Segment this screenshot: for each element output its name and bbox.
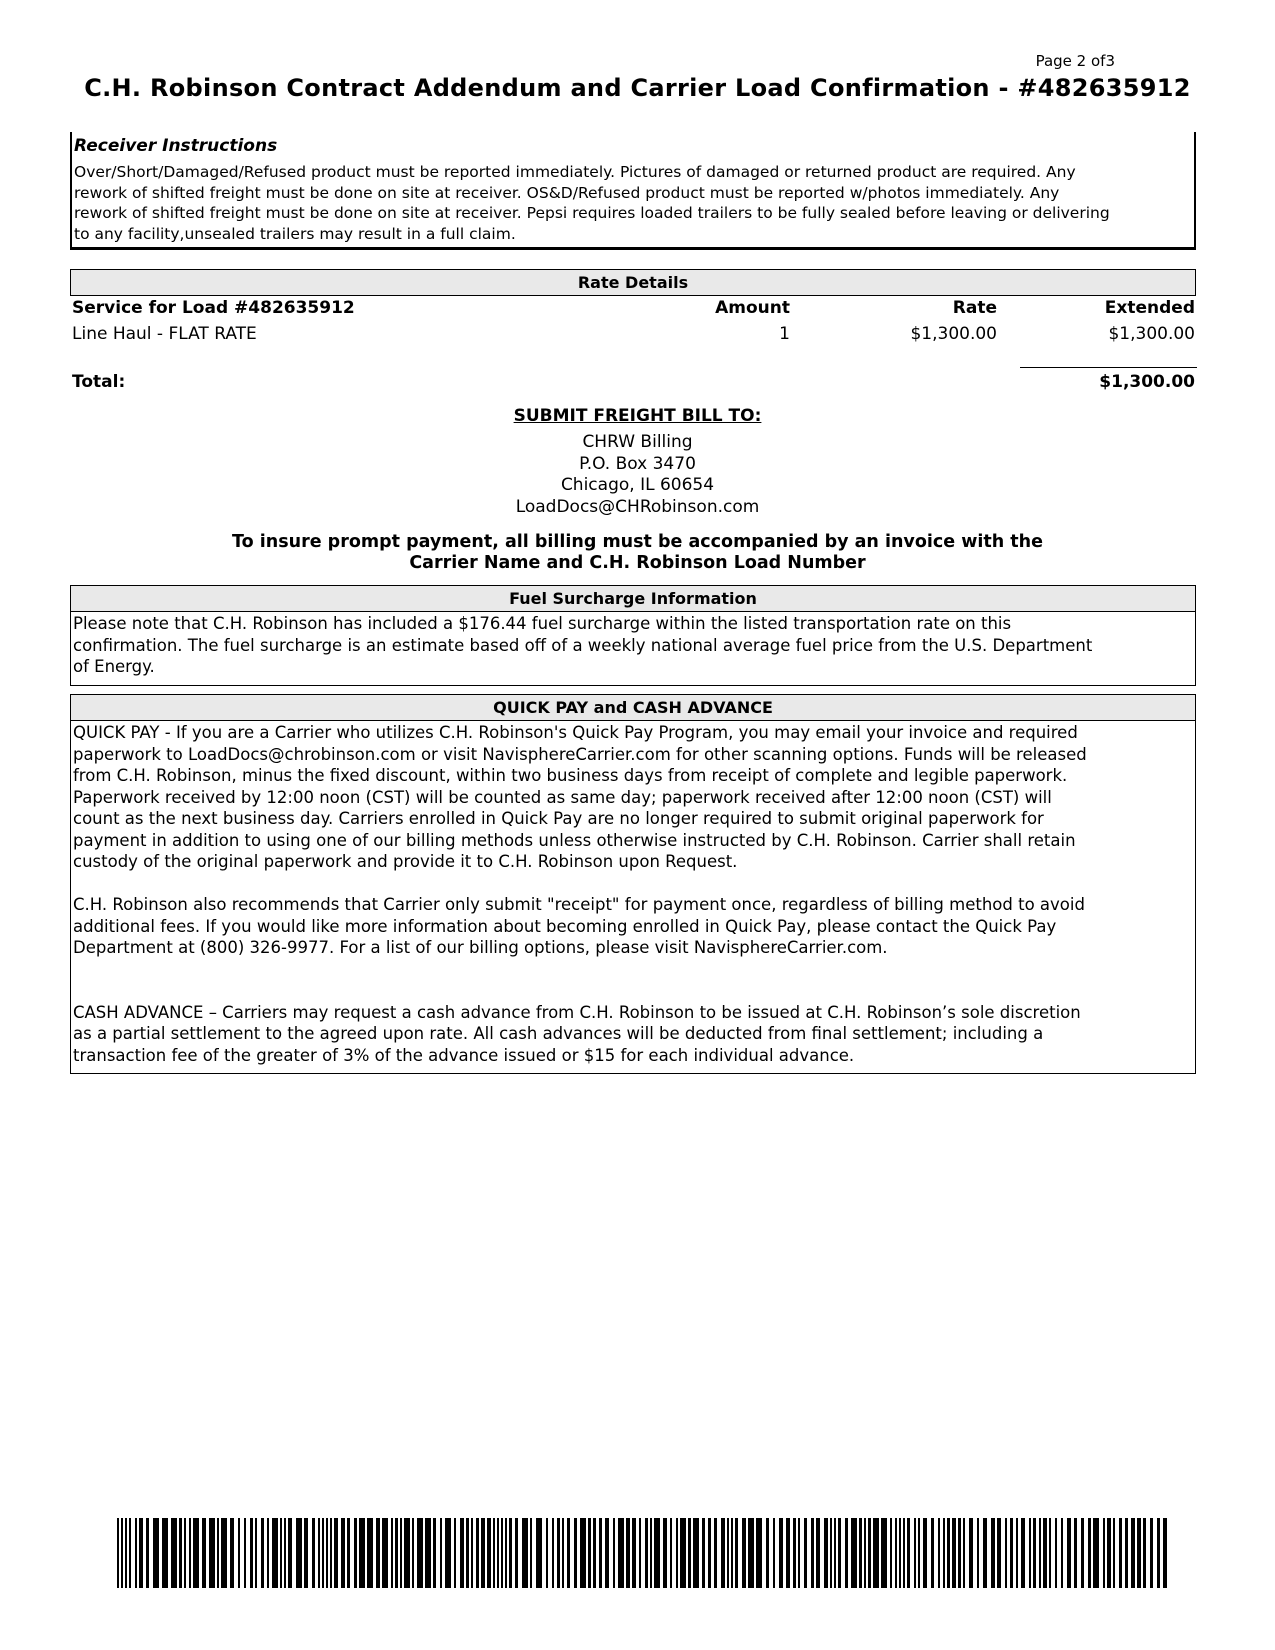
billing-name: CHRW Billing (582, 432, 693, 452)
barcode-bar (773, 1518, 775, 1588)
barcode-bar (304, 1518, 308, 1588)
barcode-bar (969, 1518, 973, 1588)
cash-advance-line: transaction fee of the greater of 3% of the advance issued or $15 for each individual advance. (73, 1045, 855, 1065)
barcode-bar (618, 1518, 624, 1588)
barcode-bar (890, 1518, 892, 1588)
receiver-instructions-heading: Receiver Instructions (74, 136, 278, 156)
billing-address (0, 432, 1275, 518)
barcode-bar (530, 1518, 532, 1588)
quick-pay-line: Paperwork received by 12:00 noon (CST) will be counted as same day; paperwork received after 12:00 noon (CST) will (73, 787, 1052, 807)
quick-pay-line: count as the next business day. Carriers enrolled in Quick Pay are no longer required to submit original paperwork for (73, 809, 1044, 828)
barcode-bar (779, 1518, 783, 1588)
quick-pay-heading: QUICK PAY and CASH ADVANCE (71, 695, 1195, 721)
barcode-bar (552, 1518, 554, 1588)
barcode-bar (391, 1518, 393, 1588)
billing-city: Chicago, IL 60654 (560, 475, 715, 495)
barcode-bar (1143, 1518, 1146, 1588)
total-value: $1,300.00 (1099, 372, 1195, 392)
barcode-bar (400, 1518, 402, 1588)
barcode (117, 1518, 1170, 1588)
receiver-line: rework of shifted freight must be done on site at receiver. OS&D/Refused product must be reported w/photos immediately. Any (74, 183, 1060, 202)
prompt-payment-notice (0, 532, 1275, 574)
barcode-bar (562, 1518, 564, 1588)
barcode-bar (632, 1518, 636, 1588)
barcode-bar (938, 1518, 940, 1588)
barcode-bar (830, 1518, 832, 1588)
barcode-bar (318, 1518, 320, 1588)
barcode-bar (593, 1518, 596, 1588)
barcode-bar (189, 1518, 191, 1588)
barcode-bar (367, 1518, 373, 1588)
barcode-bar (851, 1518, 857, 1588)
barcode-bar (963, 1518, 965, 1588)
barcode-bar (742, 1518, 746, 1588)
barcode-bar (693, 1518, 699, 1588)
barcode-bar (440, 1518, 442, 1588)
barcode-bar (184, 1518, 186, 1588)
barcode-bar (536, 1518, 542, 1588)
barcode-bar (599, 1518, 602, 1588)
barcode-bar (663, 1518, 667, 1588)
barcode-bar (1049, 1518, 1051, 1588)
rate-details-heading: Rate Details (70, 269, 1196, 296)
barcode-bar (261, 1518, 264, 1588)
barcode-bar (1163, 1518, 1167, 1588)
barcode-bar (1113, 1518, 1115, 1588)
barcode-bar (1088, 1518, 1091, 1588)
barcode-bar (991, 1518, 995, 1588)
barcode-bar (680, 1518, 686, 1588)
barcode-bar (501, 1518, 503, 1588)
barcode-bar (1029, 1518, 1031, 1588)
barcode-bar (947, 1518, 950, 1588)
recommend-paragraph (73, 894, 1193, 959)
barcode-bar (217, 1518, 219, 1588)
barcode-bar (238, 1518, 240, 1588)
barcode-bar (670, 1518, 672, 1588)
receiver-instructions-section (70, 132, 1196, 250)
fuel-line: confirmation. The fuel surcharge is an estimate based off of a weekly national average fuel price from the U.S. Department (73, 635, 1093, 655)
barcode-bar (376, 1518, 380, 1588)
barcode-bar (460, 1518, 464, 1588)
barcode-bar (899, 1518, 901, 1588)
barcode-bar (1033, 1518, 1036, 1588)
barcode-bar (454, 1518, 456, 1588)
barcode-bar (864, 1518, 866, 1588)
barcode-bar (1093, 1518, 1099, 1588)
barcode-bar (1103, 1518, 1105, 1588)
barcode-bar (958, 1518, 961, 1588)
barcode-bar (417, 1518, 423, 1588)
barcode-bar (1081, 1518, 1084, 1588)
recommend-line: C.H. Robinson also recommends that Carrier only submit "receipt" for payment once, regardless of billing method to avoid (73, 895, 1085, 914)
barcode-bar (1137, 1518, 1141, 1588)
barcode-bar (727, 1518, 729, 1588)
barcode-bar (312, 1518, 315, 1588)
barcode-bar (931, 1518, 934, 1588)
barcode-bar (943, 1518, 945, 1588)
barcode-bar (412, 1518, 414, 1588)
barcode-bar (588, 1518, 591, 1588)
quick-pay-line: paperwork to LoadDocs@chrobinson.com or visit NavisphereCarrier.com for other scanning options. Funds will be released (73, 744, 1087, 764)
barcode-bar (1061, 1518, 1063, 1588)
barcode-bar (288, 1518, 292, 1588)
barcode-bar (250, 1518, 253, 1588)
barcode-bar (466, 1518, 469, 1588)
barcode-bar (688, 1518, 691, 1588)
barcode-bar (702, 1518, 705, 1588)
barcode-bar (605, 1518, 609, 1588)
barcode-bar (997, 1518, 1001, 1588)
barcode-bar (1125, 1518, 1128, 1588)
barcode-bar (952, 1518, 956, 1588)
barcode-bar (786, 1518, 790, 1588)
barcode-bar (918, 1518, 920, 1588)
barcode-bar (487, 1518, 491, 1588)
barcode-bar (977, 1518, 979, 1588)
barcode-bar (1039, 1518, 1041, 1588)
barcode-bar (272, 1518, 278, 1588)
barcode-bar (859, 1518, 862, 1588)
barcode-bar (230, 1518, 234, 1588)
barcode-bar (983, 1518, 987, 1588)
barcode-bar (824, 1518, 828, 1588)
receiver-instructions-body (74, 162, 1194, 244)
barcode-bar (515, 1518, 518, 1588)
barcode-bar (139, 1518, 143, 1588)
col-header-extended: Extended (1104, 298, 1195, 318)
barcode-bar (907, 1518, 910, 1588)
barcode-bar (650, 1518, 652, 1588)
barcode-bar (811, 1518, 814, 1588)
barcode-bar (476, 1518, 479, 1588)
cash-advance-line: CASH ADVANCE – Carriers may request a cash advance from C.H. Robinson to be issued at C.H. Robinson’s sole discretion (73, 1002, 1081, 1022)
barcode-bar (179, 1518, 182, 1588)
quick-pay-line: custody of the original paperwork and provide it to C.H. Robinson upon Request. (73, 852, 738, 871)
barcode-bar (121, 1518, 123, 1588)
receiver-line: Over/Short/Damaged/Refused product must be reported immediately. Pictures of damaged or returned product are required. Any (74, 163, 1076, 181)
rate-row-extended: $1,300.00 (1108, 324, 1195, 344)
barcode-bar (1055, 1518, 1057, 1588)
barcode-bar (505, 1518, 507, 1588)
barcode-bar (895, 1518, 897, 1588)
barcode-bar (645, 1518, 648, 1588)
barcode-bar (347, 1518, 350, 1588)
barcode-bar (404, 1518, 410, 1588)
barcode-bar (881, 1518, 887, 1588)
barcode-bar (798, 1518, 800, 1588)
barcode-bar (244, 1518, 246, 1588)
barcode-bar (425, 1518, 431, 1588)
barcode-bar (171, 1518, 177, 1588)
barcode-bar (162, 1518, 168, 1588)
barcode-bar (129, 1518, 131, 1588)
barcode-bar (284, 1518, 286, 1588)
barcode-bar (546, 1518, 548, 1588)
barcode-bar (816, 1518, 820, 1588)
barcode-bar (1016, 1518, 1018, 1588)
barcode-bar (793, 1518, 796, 1588)
barcode-bar (1043, 1518, 1047, 1588)
barcode-bar (766, 1518, 769, 1588)
fuel-line: of Energy. (73, 657, 155, 676)
submit-freight-bill-heading: SUBMIT FREIGHT BILL TO: (513, 406, 762, 426)
barcode-bar (923, 1518, 927, 1588)
col-header-rate: Rate (952, 298, 997, 318)
rate-row-rate: $1,300.00 (910, 324, 997, 344)
quick-pay-paragraph (73, 722, 1193, 873)
quick-pay-section (70, 694, 1196, 1074)
barcode-bar (445, 1518, 451, 1588)
barcode-bar (493, 1518, 495, 1588)
barcode-bar (1010, 1518, 1013, 1588)
barcode-bar (1021, 1518, 1025, 1588)
quick-pay-line: QUICK PAY - If you are a Carrier who utilizes C.H. Robinson's Quick Pay Program, you may email your invoice and required (73, 723, 1078, 742)
total-label: Total: (72, 372, 126, 392)
barcode-bar (509, 1518, 512, 1588)
barcode-bar (914, 1518, 916, 1588)
barcode-bar (209, 1518, 215, 1588)
fuel-surcharge-section (70, 585, 1196, 686)
barcode-bar (574, 1518, 577, 1588)
barcode-bar (280, 1518, 282, 1588)
barcode-bar (117, 1518, 119, 1588)
barcode-bar (735, 1518, 738, 1588)
barcode-bar (868, 1518, 871, 1588)
barcode-bar (382, 1518, 388, 1588)
barcode-bar (567, 1518, 570, 1588)
barcode-bar (255, 1518, 257, 1588)
barcode-bar (1157, 1518, 1160, 1588)
barcode-bar (202, 1518, 206, 1588)
barcode-bar (334, 1518, 338, 1588)
barcode-bar (1131, 1518, 1135, 1588)
barcode-bar (481, 1518, 485, 1588)
barcode-bar (354, 1518, 357, 1588)
quick-pay-line: from C.H. Robinson, minus the fixed discount, within two business days from receipt of complete and legible paperwork. (73, 766, 1068, 785)
barcode-bar (748, 1518, 754, 1588)
barcode-bar (341, 1518, 345, 1588)
col-header-service: Service for Load #482635912 (72, 298, 355, 318)
recommend-line: Department at (800) 326-9977. For a list of our billing options, please visit NavisphereCarrier.com. (73, 938, 888, 957)
col-header-amount: Amount (715, 298, 790, 318)
billing-po-box: P.O. Box 3470 (579, 453, 696, 474)
barcode-bar (708, 1518, 711, 1588)
billing-email: LoadDocs@CHRobinson.com (515, 496, 760, 517)
barcode-bar (433, 1518, 436, 1588)
barcode-bar (471, 1518, 473, 1588)
barcode-bar (1067, 1518, 1071, 1588)
barcode-bar (221, 1518, 227, 1588)
barcode-bar (639, 1518, 641, 1588)
barcode-bar (873, 1518, 879, 1588)
rate-row-amount: 1 (779, 324, 790, 344)
barcode-bar (654, 1518, 660, 1588)
barcode-bar (267, 1518, 269, 1588)
barcode-bar (296, 1518, 302, 1588)
barcode-bar (557, 1518, 560, 1588)
document-title: C.H. Robinson Contract Addendum and Carrier Load Confirmation - #482635912 (84, 74, 1191, 102)
barcode-bar (756, 1518, 762, 1588)
barcode-bar (1150, 1518, 1153, 1588)
barcode-bar (1107, 1518, 1111, 1588)
barcode-bar (322, 1518, 324, 1588)
prompt-line: Carrier Name and C.H. Robinson Load Number (409, 553, 866, 573)
barcode-bar (125, 1518, 127, 1588)
barcode-bar (326, 1518, 328, 1588)
recommend-line: additional fees. If you would like more information about becoming enrolled in Quick Pay, please contact the Quick Pay (73, 916, 1057, 936)
barcode-bar (135, 1518, 137, 1588)
barcode-bar (731, 1518, 733, 1588)
receiver-line: to any facility,unsealed trailers may result in a full claim. (74, 224, 516, 243)
fuel-line: Please note that C.H. Robinson has included a $176.44 fuel surcharge within the listed transportation rate on this (73, 614, 1012, 633)
barcode-bar (330, 1518, 332, 1588)
barcode-bar (395, 1518, 398, 1588)
barcode-bar (626, 1518, 630, 1588)
fuel-surcharge-body (71, 612, 1195, 678)
barcode-bar (721, 1518, 725, 1588)
barcode-bar (676, 1518, 678, 1588)
barcode-bar (804, 1518, 807, 1588)
barcode-bar (613, 1518, 615, 1588)
barcode-bar (1074, 1518, 1077, 1588)
quick-pay-body (71, 721, 1195, 1066)
fuel-surcharge-heading: Fuel Surcharge Information (71, 586, 1195, 612)
prompt-line: To insure prompt payment, all billing must be accompanied by an invoice with the (232, 532, 1043, 552)
barcode-bar (845, 1518, 848, 1588)
barcode-bar (146, 1518, 149, 1588)
barcode-bar (580, 1518, 586, 1588)
barcode-bar (153, 1518, 159, 1588)
barcode-bar (903, 1518, 905, 1588)
barcode-bar (1119, 1518, 1122, 1588)
cash-advance-paragraph (73, 1002, 1193, 1067)
total-underline (1020, 367, 1197, 368)
barcode-bar (193, 1518, 199, 1588)
rate-row-service: Line Haul - FLAT RATE (72, 324, 257, 344)
barcode-bar (838, 1518, 841, 1588)
quick-pay-line: payment in addition to using one of our billing methods unless otherwise instructed by C.H. Robinson. Carrier shall retain (73, 830, 1076, 850)
page-number: Page 2 of3 (1035, 52, 1115, 70)
barcode-bar (522, 1518, 528, 1588)
receiver-line: rework of shifted freight must be done on site at receiver. Pepsi requires loaded trailers to be fully sealed before leaving or delivering (74, 204, 1110, 222)
barcode-bar (714, 1518, 717, 1588)
cash-advance-line: as a partial settlement to the agreed upon rate. All cash advances will be deducted from final settlement; including a (73, 1024, 1044, 1043)
barcode-bar (1005, 1518, 1007, 1588)
barcode-bar (497, 1518, 499, 1588)
barcode-bar (359, 1518, 365, 1588)
barcode-bar (834, 1518, 836, 1588)
